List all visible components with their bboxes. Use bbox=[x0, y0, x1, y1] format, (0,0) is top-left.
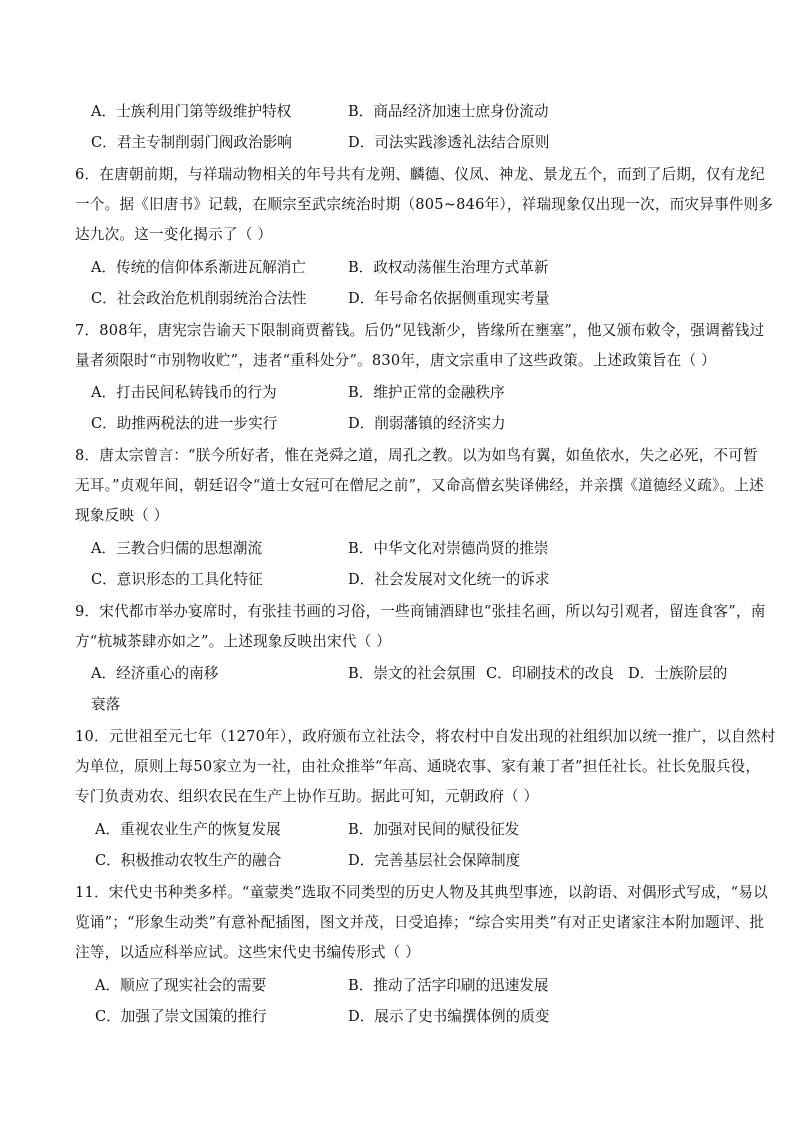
q5-option-c: C．君主专制削弱门阀政治影响 bbox=[91, 134, 292, 151]
q8-option-b: B．中华文化对崇德尚贤的推崇 bbox=[348, 540, 549, 557]
q7-stem-line-1: 7．808年，唐宪宗告谕天下限制商贾蓄钱。后仍“见钱渐少，皆缘所在壅塞”，他又颁布敕令，强调蓄钱过 bbox=[75, 322, 765, 339]
q11-option-b: B．推动了活字印刷的迅速发展 bbox=[348, 977, 549, 994]
q7-option-a: A．打击民间私铸钱币的行为 bbox=[91, 384, 277, 401]
q10-option-d: D．完善基层社会保障制度 bbox=[348, 852, 521, 869]
q6-option-d: D．年号命名依据侧重现实考量 bbox=[348, 290, 550, 307]
q11-stem-line-1: 11．宋代史书种类多样。“童蒙类”选取不同类型的历史人物及其典型事迹，以韵语、对偶形式写成，“易以 bbox=[75, 884, 768, 901]
q6-stem-line-2: 一个。据《旧唐书》记载，在顺宗至武宗统治时期（805~846年），祥瑞现象仅出现一次，而灾异事件则多 bbox=[75, 196, 774, 213]
q11-option-a: A．顺应了现实社会的需要 bbox=[95, 977, 267, 994]
q7-option-d: D．削弱藩镇的经济实力 bbox=[348, 415, 506, 432]
q6-option-b: B．政权动荡催生治理方式革新 bbox=[348, 259, 549, 276]
q6-stem-line-3: 达九次。这一变化揭示了（ ） bbox=[75, 226, 273, 243]
q11-option-c: C．加强了崇文国策的推行 bbox=[95, 1008, 267, 1025]
q10-option-a: A．重视农业生产的恢复发展 bbox=[95, 821, 281, 838]
q11-stem-line-2: 览诵”；“形象生动类”有意补配插图，图文并茂，日受追捧；“综合实用类”有对正史诸家注本附加题评、批 bbox=[75, 914, 765, 931]
q9-stem-line-2: 方“杭城茶肆亦如之”。上述现象反映出宋代（ ） bbox=[75, 633, 392, 650]
q8-option-d: D．社会发展对文化统一的诉求 bbox=[348, 571, 550, 588]
q8-stem-line-3: 现象反映（ ） bbox=[75, 507, 169, 524]
q5-option-a: A．士族利用门第等级维护特权 bbox=[91, 103, 292, 120]
q5-option-b: B．商品经济加速士庶身份流动 bbox=[348, 103, 549, 120]
q6-stem-line-1: 6．在唐朝前期，与祥瑞动物相关的年号共有龙朔、麟德、仪凤、神龙、景龙五个，而到了后期，仅有龙纪 bbox=[75, 166, 766, 183]
q10-stem-line-1: 10．元世祖至元七年（1270年），政府颁布立社法令，将农村中自发出现的社组织加以统一推广，以自然村 bbox=[75, 728, 776, 745]
q7-stem-line-2: 量者须限时“市别物收贮”，违者“重科处分”。830年，唐文宗重申了这些政策。上述政策旨在（ ） bbox=[75, 352, 716, 369]
q10-option-c: C．积极推动农牧生产的融合 bbox=[95, 852, 282, 869]
q9-option-d: D．士族阶层的 bbox=[628, 665, 728, 682]
q9-option-a: A．经济重心的南移 bbox=[91, 665, 219, 682]
q8-stem-line-2: 无耳。”贞观年间，朝廷诏令“道士女冠可在僧尼之前”，又命高僧玄奘译佛经，并亲撰《道德经义疏》。上述 bbox=[75, 477, 764, 494]
q7-option-c: C．助推两税法的进一步实行 bbox=[91, 415, 278, 432]
q6-option-a: A．传统的信仰体系渐进瓦解消亡 bbox=[91, 259, 306, 276]
q5-option-d: D．司法实践渗透礼法结合原则 bbox=[348, 134, 550, 151]
q8-stem-line-1: 8．唐太宗曾言：“朕今所好者，惟在尧舜之道，周孔之教。以为如鸟有翼，如鱼依水，失之必死，不可暂 bbox=[75, 447, 758, 464]
q6-option-c: C．社会政治危机削弱统治合法性 bbox=[91, 290, 307, 307]
q11-option-d: D．展示了史书编撰体例的质变 bbox=[348, 1008, 550, 1025]
q9-stem-line-1: 9．宋代都市举办宴席时，有张挂书画的习俗，一些商铺酒肆也“张挂名画，所以勾引观者，留连食客”，南 bbox=[75, 603, 766, 620]
q10-stem-line-2: 为单位，原则上每50家立为一社，由社众推举“年高、通晓农事、家有兼丁者”担任社长。社长免服兵役， bbox=[75, 758, 761, 775]
q9-option-b: B．崇文的社会氛围 bbox=[348, 665, 476, 682]
q10-stem-line-3: 专门负责劝农、组织农民在生产上协作互助。据此可知，元朝政府（ ） bbox=[75, 788, 539, 805]
q11-stem-line-3: 注等，以适应科举应试。这些宋代史书编传形式（ ） bbox=[75, 944, 421, 961]
q8-option-c: C．意识形态的工具化特征 bbox=[91, 571, 263, 588]
q7-option-b: B．维护正常的金融秩序 bbox=[348, 384, 505, 401]
q9-option-c: C．印刷技术的改良 bbox=[486, 665, 614, 682]
q9-option-d-wrap: 衰落 bbox=[91, 696, 121, 713]
q10-option-b: B．加强对民间的赋役征发 bbox=[348, 821, 520, 838]
q8-option-a: A．三教合归儒的思想潮流 bbox=[91, 540, 263, 557]
